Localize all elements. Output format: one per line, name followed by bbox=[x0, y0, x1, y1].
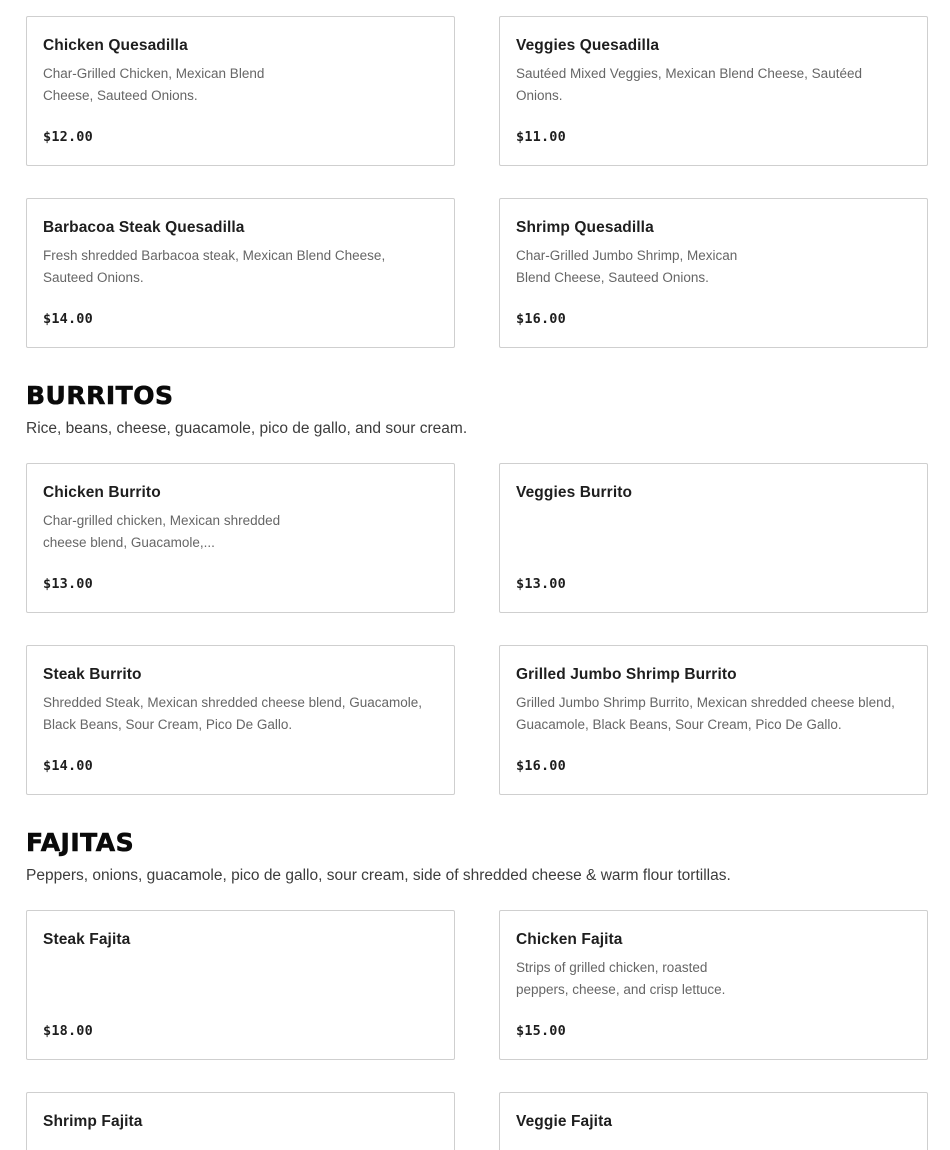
menu-item-price: $18.00 bbox=[43, 1023, 93, 1039]
menu-item-price: $15.00 bbox=[516, 1023, 566, 1039]
menu-item-price: $12.00 bbox=[43, 129, 93, 145]
menu-page bbox=[26, 16, 928, 1150]
menu-item-description: Grilled Jumbo Shrimp Burrito, Mexican shredded cheese blend, Guacamole, Black Beans, Sour Cream, Pico De Gallo. bbox=[516, 695, 895, 732]
menu-item-price: $14.00 bbox=[43, 758, 93, 774]
menu-item-name: Steak Fajita bbox=[43, 931, 131, 948]
menu-item-price: $11.00 bbox=[516, 129, 566, 145]
menu-item-card[interactable] bbox=[26, 645, 455, 795]
menu-item-card[interactable] bbox=[26, 1092, 455, 1150]
menu-item-card[interactable] bbox=[499, 1092, 928, 1150]
menu-item-description: Strips of grilled chicken, roasted peppers, cheese, and crisp lettuce. bbox=[516, 960, 726, 997]
menu-item-card[interactable] bbox=[26, 463, 455, 613]
section-title: BURRITOS bbox=[26, 381, 174, 410]
menu-item-description bbox=[516, 1139, 911, 1150]
menu-item-description: Sautéed Mixed Veggies, Mexican Blend Cheese, Sautéed Onions. bbox=[516, 66, 862, 103]
menu-item-name: Shrimp Fajita bbox=[43, 1113, 143, 1130]
menu-item-name: Veggies Burrito bbox=[516, 484, 633, 501]
menu-grid-fajitas bbox=[26, 910, 928, 1150]
menu-item-name: Chicken Fajita bbox=[516, 931, 623, 948]
menu-item-description: Char-Grilled Jumbo Shrimp, Mexican Blend Cheese, Sauteed Onions. bbox=[516, 248, 738, 285]
menu-section-burritos bbox=[26, 381, 928, 795]
menu-item-name: Chicken Quesadilla bbox=[43, 37, 188, 54]
menu-item-card[interactable] bbox=[499, 198, 928, 348]
menu-item-description: Char-Grilled Chicken, Mexican Blend Cheese, Sauteed Onions. bbox=[43, 66, 265, 103]
menu-grid-burritos bbox=[26, 463, 928, 795]
menu-item-card[interactable] bbox=[26, 16, 455, 166]
menu-item-name: Chicken Burrito bbox=[43, 484, 161, 501]
menu-item-name: Grilled Jumbo Shrimp Burrito bbox=[516, 666, 737, 683]
menu-item-card[interactable] bbox=[26, 198, 455, 348]
menu-item-description bbox=[43, 957, 438, 1001]
menu-item-price: $14.00 bbox=[43, 311, 93, 327]
menu-item-description: Shredded Steak, Mexican shredded cheese blend, Guacamole, Black Beans, Sour Cream, Pico De Gallo. bbox=[43, 695, 422, 732]
section-description: Rice, beans, cheese, guacamole, pico de gallo, and sour cream. bbox=[26, 420, 468, 437]
menu-item-price: $16.00 bbox=[516, 311, 566, 327]
menu-item-price: $13.00 bbox=[516, 576, 566, 592]
menu-item-card[interactable] bbox=[499, 16, 928, 166]
menu-item-name: Barbacoa Steak Quesadilla bbox=[43, 219, 245, 236]
menu-item-price: $16.00 bbox=[516, 758, 566, 774]
menu-item-card[interactable] bbox=[26, 910, 455, 1060]
menu-item-name: Shrimp Quesadilla bbox=[516, 219, 654, 236]
menu-item-name: Veggie Fajita bbox=[516, 1113, 613, 1130]
section-title: FAJITAS bbox=[26, 828, 135, 857]
menu-item-description: Char-grilled chicken, Mexican shredded cheese blend, Guacamole,... bbox=[43, 513, 281, 550]
menu-section-fajitas bbox=[26, 828, 928, 1150]
menu-item-card[interactable] bbox=[499, 463, 928, 613]
menu-item-card[interactable] bbox=[499, 645, 928, 795]
menu-item-description: Fresh shredded Barbacoa steak, Mexican Blend Cheese, Sauteed Onions. bbox=[43, 248, 386, 285]
menu-item-description bbox=[43, 1139, 438, 1150]
menu-item-name: Steak Burrito bbox=[43, 666, 142, 683]
menu-item-name: Veggies Quesadilla bbox=[516, 37, 660, 54]
menu-item-card[interactable] bbox=[499, 910, 928, 1060]
menu-item-price: $13.00 bbox=[43, 576, 93, 592]
menu-grid-quesadillas bbox=[26, 16, 928, 348]
section-description: Peppers, onions, guacamole, pico de gallo, sour cream, side of shredded cheese & warm flour tortillas. bbox=[26, 867, 731, 884]
menu-item-description bbox=[516, 510, 911, 554]
